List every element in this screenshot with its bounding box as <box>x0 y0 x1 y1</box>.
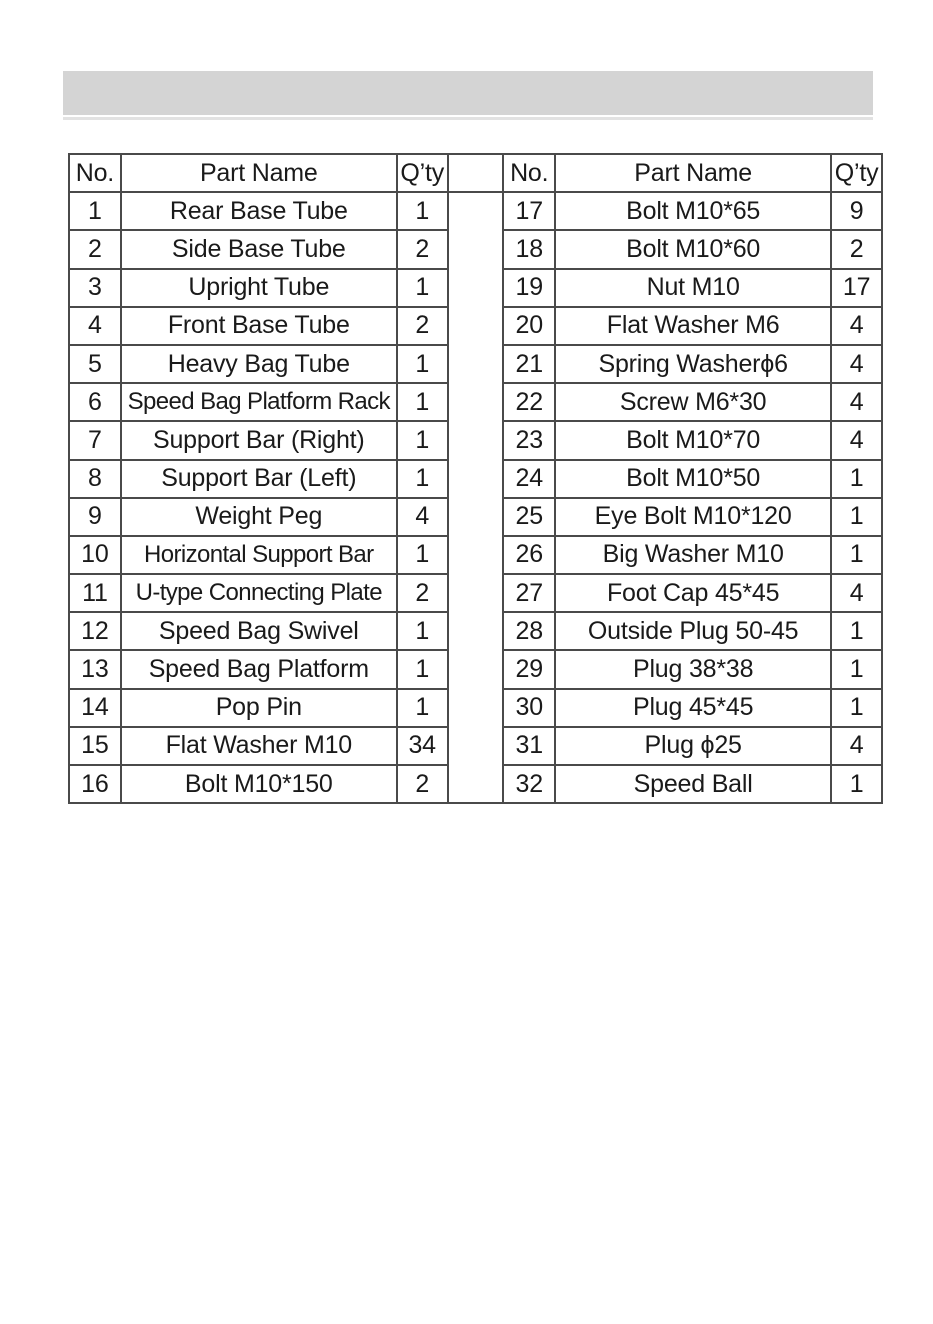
column-gap <box>448 345 504 383</box>
part-no-cell: 17 <box>503 192 555 230</box>
header-qty: Q’ty <box>831 154 882 192</box>
part-qty-cell: 1 <box>397 192 448 230</box>
part-no-cell: 12 <box>69 612 121 650</box>
part-no-cell: 26 <box>503 536 555 574</box>
table-row <box>69 421 882 459</box>
column-gap <box>448 230 504 268</box>
table-row <box>69 498 882 536</box>
part-name-cell: Speed Bag Platform <box>121 650 397 688</box>
header-part-name: Part Name <box>555 154 831 192</box>
part-qty-cell: 4 <box>831 727 882 765</box>
part-no-cell: 18 <box>503 230 555 268</box>
part-no-cell: 21 <box>503 345 555 383</box>
column-gap <box>448 154 504 192</box>
column-gap <box>448 765 504 803</box>
table-row <box>69 460 882 498</box>
part-name-cell: Speed Ball <box>555 765 831 803</box>
part-name-cell: Upright Tube <box>121 269 397 307</box>
part-name-cell: Flat Washer M6 <box>555 307 831 345</box>
part-name-cell: Nut M10 <box>555 269 831 307</box>
column-gap <box>448 307 504 345</box>
part-name-cell: Bolt M10*60 <box>555 230 831 268</box>
part-qty-cell: 2 <box>397 307 448 345</box>
part-qty-cell: 4 <box>831 383 882 421</box>
column-gap <box>448 612 504 650</box>
table-row <box>69 727 882 765</box>
part-name-cell: Bolt M10*65 <box>555 192 831 230</box>
table-row <box>69 307 882 345</box>
part-name-cell: Speed Bag Platform Rack <box>121 383 397 421</box>
part-no-cell: 3 <box>69 269 121 307</box>
part-name-cell: Flat Washer M10 <box>121 727 397 765</box>
part-no-cell: 7 <box>69 421 121 459</box>
part-name-cell: Eye Bolt M10*120 <box>555 498 831 536</box>
part-qty-cell: 1 <box>831 650 882 688</box>
header-qty: Q’ty <box>397 154 448 192</box>
part-qty-cell: 34 <box>397 727 448 765</box>
part-no-cell: 24 <box>503 460 555 498</box>
parts-list-table <box>68 153 883 804</box>
part-no-cell: 19 <box>503 269 555 307</box>
part-no-cell: 5 <box>69 345 121 383</box>
part-qty-cell: 4 <box>831 574 882 612</box>
part-name-cell: Support Bar (Right) <box>121 421 397 459</box>
part-qty-cell: 1 <box>397 689 448 727</box>
part-no-cell: 11 <box>69 574 121 612</box>
part-no-cell: 28 <box>503 612 555 650</box>
part-name-cell: Heavy Bag Tube <box>121 345 397 383</box>
column-gap <box>448 421 504 459</box>
part-name-cell: Outside Plug 50-45 <box>555 612 831 650</box>
part-qty-cell: 4 <box>831 421 882 459</box>
table-row <box>69 689 882 727</box>
part-no-cell: 4 <box>69 307 121 345</box>
part-no-cell: 31 <box>503 727 555 765</box>
table-row <box>69 269 882 307</box>
part-qty-cell: 1 <box>831 536 882 574</box>
part-name-cell: Plug ϕ25 <box>555 727 831 765</box>
part-name-cell: Speed Bag Swivel <box>121 612 397 650</box>
part-qty-cell: 2 <box>831 230 882 268</box>
part-name-cell: Big Washer M10 <box>555 536 831 574</box>
part-name-cell: Foot Cap 45*45 <box>555 574 831 612</box>
part-qty-cell: 9 <box>831 192 882 230</box>
part-no-cell: 32 <box>503 765 555 803</box>
part-no-cell: 16 <box>69 765 121 803</box>
part-qty-cell: 4 <box>831 345 882 383</box>
part-no-cell: 14 <box>69 689 121 727</box>
column-gap <box>448 689 504 727</box>
header-bar <box>63 71 873 115</box>
column-gap <box>448 269 504 307</box>
part-qty-cell: 4 <box>397 498 448 536</box>
header-no: No. <box>69 154 121 192</box>
part-no-cell: 2 <box>69 230 121 268</box>
part-qty-cell: 1 <box>831 765 882 803</box>
table-row <box>69 345 882 383</box>
table-row <box>69 230 882 268</box>
part-name-cell: Spring Washerϕ6 <box>555 345 831 383</box>
column-gap <box>448 727 504 765</box>
part-qty-cell: 1 <box>831 612 882 650</box>
table-row <box>69 612 882 650</box>
part-qty-cell: 1 <box>397 650 448 688</box>
part-qty-cell: 2 <box>397 765 448 803</box>
column-gap <box>448 383 504 421</box>
part-qty-cell: 17 <box>831 269 882 307</box>
column-gap <box>448 650 504 688</box>
part-name-cell: Rear Base Tube <box>121 192 397 230</box>
column-gap <box>448 574 504 612</box>
part-qty-cell: 2 <box>397 574 448 612</box>
column-gap <box>448 498 504 536</box>
table-header-row <box>69 154 882 192</box>
part-no-cell: 27 <box>503 574 555 612</box>
part-name-cell: Plug 45*45 <box>555 689 831 727</box>
part-name-cell: Front Base Tube <box>121 307 397 345</box>
part-qty-cell: 4 <box>831 307 882 345</box>
part-name-cell: Bolt M10*150 <box>121 765 397 803</box>
part-name-cell: U-type Connecting Plate <box>121 574 397 612</box>
part-name-cell: Plug 38*38 <box>555 650 831 688</box>
part-no-cell: 29 <box>503 650 555 688</box>
column-gap <box>448 536 504 574</box>
part-no-cell: 30 <box>503 689 555 727</box>
header-no: No. <box>503 154 555 192</box>
column-gap <box>448 460 504 498</box>
header-part-name: Part Name <box>121 154 397 192</box>
part-qty-cell: 2 <box>397 230 448 268</box>
part-qty-cell: 1 <box>831 689 882 727</box>
part-no-cell: 25 <box>503 498 555 536</box>
part-no-cell: 20 <box>503 307 555 345</box>
part-qty-cell: 1 <box>397 269 448 307</box>
part-no-cell: 22 <box>503 383 555 421</box>
part-no-cell: 13 <box>69 650 121 688</box>
part-no-cell: 1 <box>69 192 121 230</box>
part-qty-cell: 1 <box>397 421 448 459</box>
part-name-cell: Pop Pin <box>121 689 397 727</box>
part-name-cell: Support Bar (Left) <box>121 460 397 498</box>
table-row <box>69 650 882 688</box>
table-row <box>69 574 882 612</box>
table-row <box>69 383 882 421</box>
part-qty-cell: 1 <box>397 383 448 421</box>
part-qty-cell: 1 <box>397 536 448 574</box>
part-no-cell: 15 <box>69 727 121 765</box>
table-row <box>69 192 882 230</box>
table-row <box>69 765 882 803</box>
part-qty-cell: 1 <box>831 460 882 498</box>
part-qty-cell: 1 <box>397 612 448 650</box>
part-no-cell: 10 <box>69 536 121 574</box>
part-name-cell: Bolt M10*70 <box>555 421 831 459</box>
part-name-cell: Bolt M10*50 <box>555 460 831 498</box>
part-no-cell: 8 <box>69 460 121 498</box>
part-name-cell: Weight Peg <box>121 498 397 536</box>
part-name-cell: Horizontal Support Bar <box>121 536 397 574</box>
part-no-cell: 23 <box>503 421 555 459</box>
column-gap <box>448 192 504 230</box>
part-no-cell: 6 <box>69 383 121 421</box>
part-qty-cell: 1 <box>397 345 448 383</box>
table-row <box>69 536 882 574</box>
part-no-cell: 9 <box>69 498 121 536</box>
part-qty-cell: 1 <box>831 498 882 536</box>
part-qty-cell: 1 <box>397 460 448 498</box>
part-name-cell: Side Base Tube <box>121 230 397 268</box>
part-name-cell: Screw M6*30 <box>555 383 831 421</box>
header-divider <box>63 117 873 120</box>
